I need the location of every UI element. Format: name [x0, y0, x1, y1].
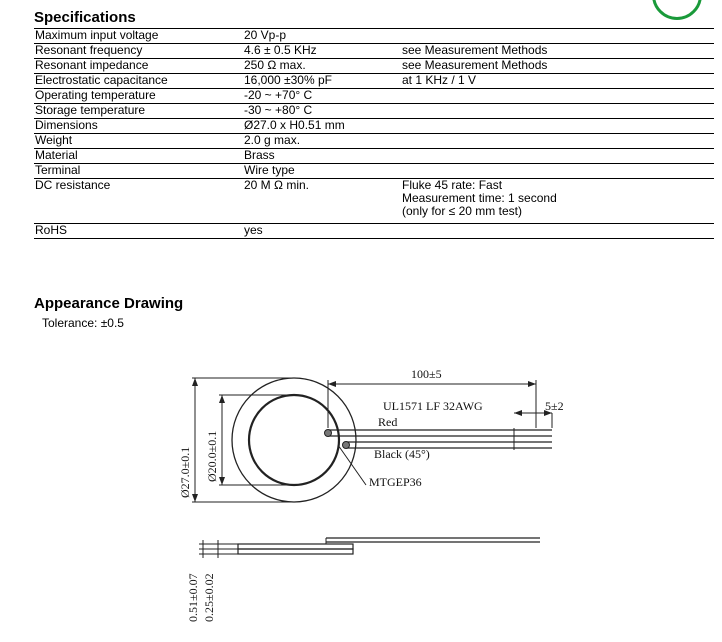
spec-value: 2.0 g max. — [243, 134, 401, 149]
spec-note: at 1 KHz / 1 V — [401, 74, 714, 89]
solder-point-red — [325, 430, 332, 437]
dim-arrow — [514, 410, 522, 416]
spec-name: Operating temperature — [34, 89, 243, 104]
spec-value: Wire type — [243, 164, 401, 179]
side-ceramic-layer — [238, 544, 353, 549]
spec-value: -30 ~ +80° C — [243, 104, 401, 119]
spec-value: 16,000 ±30% pF — [243, 74, 401, 89]
dim-arrow — [528, 381, 536, 387]
wire-black-label: Black (45°) — [374, 447, 430, 461]
spec-note-line: (only for ≤ 20 mm test) — [402, 204, 522, 218]
spec-name: Dimensions — [34, 119, 243, 134]
spec-name: Weight — [34, 134, 243, 149]
dim-total-thickness-label: 0.51±0.07 — [186, 573, 200, 622]
spec-name: RoHS — [34, 224, 243, 239]
spec-value: yes — [243, 224, 401, 239]
spec-value: 4.6 ± 0.5 KHz — [243, 44, 401, 59]
spec-name: Terminal — [34, 164, 243, 179]
specifications-title: Specifications — [34, 9, 136, 26]
spec-value: Brass — [243, 149, 401, 164]
ceramic-disk-outline — [249, 395, 339, 485]
spec-value: 20 Vp-p — [243, 29, 401, 44]
dim-arrow — [328, 381, 336, 387]
dim-plate-thickness-label: 0.25±0.02 — [202, 573, 216, 622]
spec-value: Ø27.0 x H0.51 mm — [243, 119, 401, 134]
dim-inner-diameter-label: Ø20.0±0.1 — [205, 430, 219, 482]
wire-red-label: Red — [378, 415, 398, 429]
spec-name: Electrostatic capacitance — [34, 74, 243, 89]
tolerance-note: Tolerance: ±0.5 — [42, 316, 124, 330]
dim-arrow — [219, 477, 225, 485]
outer-disk-outline — [232, 378, 356, 502]
spec-note-line: Fluke 45 rate: Fast — [402, 178, 503, 192]
spec-note: see Measurement Methods — [401, 59, 714, 74]
dim-arrow — [219, 395, 225, 403]
part-number-label: MTGEP36 — [369, 475, 422, 489]
spec-value: 20 M Ω min. — [243, 179, 401, 224]
spec-value: 250 Ω max. — [243, 59, 401, 74]
dim-outer-diameter-label: Ø27.0±0.1 — [178, 446, 192, 498]
dim-length-label: 100±5 — [411, 367, 442, 381]
spec-name: DC resistance — [34, 179, 243, 224]
solder-point-black — [343, 442, 350, 449]
dim-strip-label: 5±2 — [545, 399, 564, 413]
spec-name: Maximum input voltage — [34, 29, 243, 44]
spec-note-line: Measurement time: 1 second — [402, 191, 557, 205]
spec-name: Material — [34, 149, 243, 164]
appearance-title: Appearance Drawing — [34, 295, 184, 312]
spec-name: Resonant impedance — [34, 59, 243, 74]
spec-value: -20 ~ +70° C — [243, 89, 401, 104]
spec-note: see Measurement Methods — [401, 44, 714, 59]
wire-type-label: UL1571 LF 32AWG — [383, 399, 483, 413]
side-brass-plate — [238, 549, 353, 554]
dim-arrow — [192, 494, 198, 502]
dim-arrow — [192, 378, 198, 386]
spec-name: Storage temperature — [34, 104, 243, 119]
spec-name: Resonant frequency — [34, 44, 243, 59]
